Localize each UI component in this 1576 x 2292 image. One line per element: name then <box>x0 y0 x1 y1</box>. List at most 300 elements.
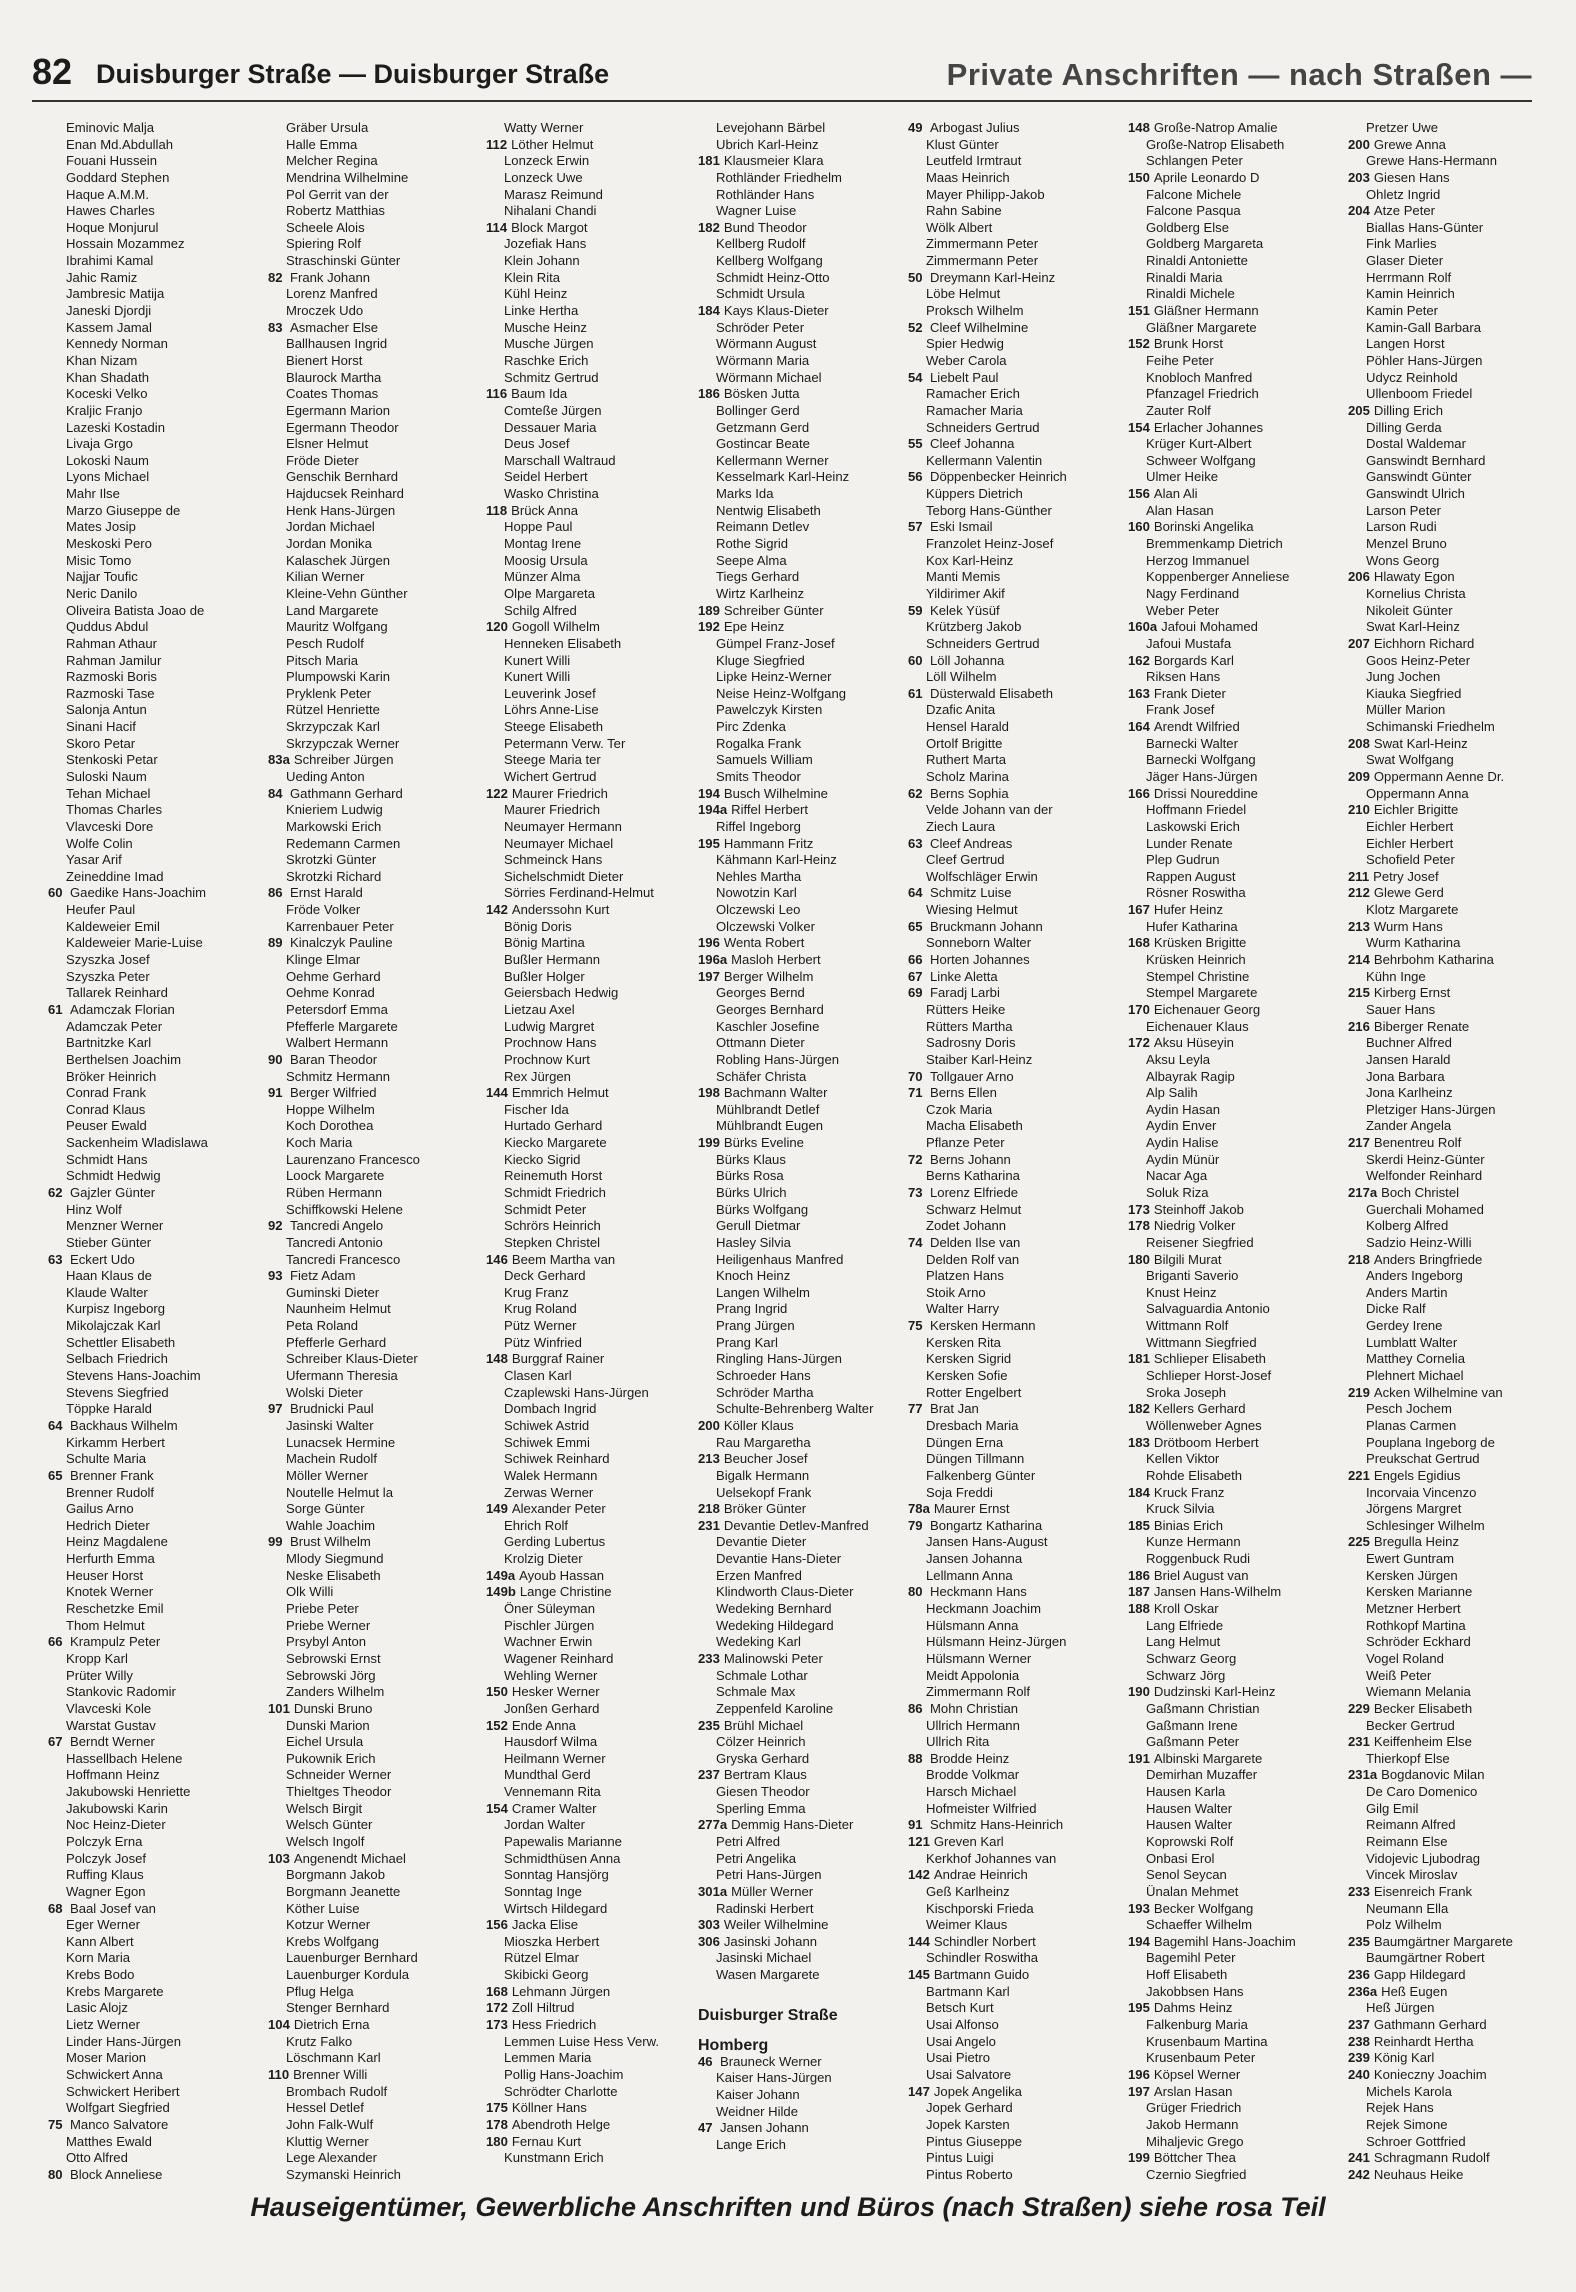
house-number: 237 <box>698 1767 720 1783</box>
directory-entry <box>908 1767 1130 1784</box>
directory-entry <box>486 1568 708 1585</box>
resident-name: Larson Rudi <box>1366 519 1437 535</box>
resident-name: Liebelt Paul <box>930 369 999 385</box>
resident-name: Ohletz Ingrid <box>1366 186 1441 202</box>
resident-name: Goldberg Margareta <box>1146 236 1264 252</box>
resident-name: Jahic Ramiz <box>66 269 138 285</box>
directory-entry <box>1348 1984 1570 2001</box>
house-number: 57 <box>908 519 923 535</box>
resident-name: Kaschler Josefine <box>716 1018 820 1034</box>
directory-entry <box>698 569 920 586</box>
resident-name: Aksu Hüseyin <box>1153 1035 1234 1051</box>
street-heading-text: Homberg <box>698 2036 769 2054</box>
directory-entry <box>486 1268 708 1285</box>
resident-name: Planas Carmen <box>1366 1417 1457 1433</box>
directory-entry <box>486 719 708 736</box>
directory-entry <box>698 752 920 769</box>
directory-entry <box>1128 985 1350 1002</box>
directory-entry <box>48 2167 270 2184</box>
house-number: 66 <box>908 952 923 968</box>
directory-entry <box>48 1252 270 1269</box>
directory-entry <box>1128 1984 1350 2001</box>
directory-entry <box>268 1069 490 1086</box>
resident-name: Schlieper Horst-Josef <box>1146 1368 1272 1384</box>
directory-entry <box>486 1252 708 1269</box>
resident-name: Kellermann Werner <box>716 452 829 468</box>
resident-name: Pütz Werner <box>504 1318 577 1334</box>
resident-name: Reschetzke Emil <box>66 1601 164 1617</box>
directory-entry <box>48 536 270 553</box>
resident-name: Krüsken Heinrich <box>1146 952 1246 968</box>
directory-entry <box>268 1534 490 1551</box>
resident-name: Hammann Fritz <box>723 835 814 851</box>
directory-entry <box>698 902 920 919</box>
resident-name: Schilg Alfred <box>504 602 577 618</box>
resident-name: Neske Elisabeth <box>286 1567 381 1583</box>
directory-entry <box>1348 469 1570 486</box>
directory-entry <box>48 852 270 869</box>
resident-name: Linke Aletta <box>930 968 998 984</box>
directory-entry <box>1128 469 1350 486</box>
directory-entry <box>486 952 708 969</box>
resident-name: Neumayer Michael <box>504 835 614 851</box>
resident-name: Gräber Ursula <box>286 120 369 135</box>
resident-name: Langen Horst <box>1366 336 1445 352</box>
resident-name: Nentwig Elisabeth <box>716 502 821 518</box>
directory-entry <box>698 236 920 253</box>
directory-entry <box>1348 1069 1570 1086</box>
directory-entry <box>1348 370 1570 387</box>
resident-name: Nihalani Chandi <box>504 203 597 219</box>
resident-name: Sroka Joseph <box>1146 1384 1227 1400</box>
resident-name: Uelsekopf Frank <box>716 1484 812 1500</box>
directory-entry <box>698 1668 920 1685</box>
directory-entry <box>1128 1335 1350 1352</box>
resident-name: Wedeking Bernhard <box>716 1601 832 1617</box>
directory-entry <box>1128 1002 1350 1019</box>
resident-name: Mihaljevic Grego <box>1146 2133 1244 2149</box>
resident-name: Benentreu Rolf <box>1373 1135 1462 1151</box>
directory-entry <box>698 1401 920 1418</box>
directory-entry <box>1348 1518 1570 1535</box>
resident-name: Thierkopf Else <box>1366 1750 1450 1766</box>
resident-name: Ibrahimi Kamal <box>66 253 154 269</box>
directory-entry <box>1348 852 1570 869</box>
resident-name: Laskowski Erich <box>1146 818 1240 834</box>
house-number: 236 <box>1348 1967 1370 1983</box>
resident-name: Thomas Charles <box>66 802 163 818</box>
directory-entry <box>268 236 490 253</box>
directory-entry <box>698 220 920 237</box>
resident-name: Salvaguardia Antonio <box>1146 1301 1270 1317</box>
directory-entry <box>486 752 708 769</box>
resident-name: Lemmen Luise Hess Verw. <box>504 2033 660 2049</box>
resident-name: Selbach Friedrich <box>66 1351 168 1367</box>
resident-name: Samuels William <box>716 752 813 768</box>
resident-name: Rappen August <box>1146 868 1236 884</box>
directory-entry <box>908 2034 1130 2051</box>
directory-entry <box>1348 1285 1570 1302</box>
resident-name: Reinemuth Horst <box>504 1168 603 1184</box>
directory-entry <box>1348 1767 1570 1784</box>
directory-entry <box>908 1435 1130 1452</box>
resident-name: Mroczek Udo <box>286 303 364 319</box>
resident-name: Devantie Dieter <box>716 1534 807 1550</box>
directory-entry <box>698 619 920 636</box>
resident-name: Genschik Bernhard <box>286 469 399 485</box>
directory-entry <box>908 653 1130 670</box>
directory-entry <box>1348 236 1570 253</box>
directory-entry <box>486 1634 708 1651</box>
directory-entry <box>1128 1801 1350 1818</box>
directory-entry <box>48 1950 270 1967</box>
directory-entry <box>48 1834 270 1851</box>
directory-entry <box>1348 1601 1570 1618</box>
directory-entry <box>1348 1418 1570 1435</box>
house-number: 60 <box>48 885 63 901</box>
street-heading <box>698 1994 920 2024</box>
directory-entry <box>908 1218 1130 1235</box>
directory-entry <box>486 519 708 536</box>
resident-name: Kolberg Alfred <box>1366 1218 1449 1234</box>
directory-entry <box>908 1734 1130 1751</box>
resident-name: Peta Roland <box>286 1318 359 1334</box>
resident-name: Franzolet Heinz-Josef <box>926 536 1054 552</box>
directory-entry <box>268 1052 490 1069</box>
resident-name: Swat Wolfgang <box>1366 752 1454 768</box>
directory-entry <box>486 469 708 486</box>
directory-entry <box>908 303 1130 320</box>
resident-name: Neumayer Hermann <box>504 818 622 834</box>
resident-name: Falcone Pasqua <box>1146 203 1241 219</box>
resident-name: Klausmeier Klara <box>723 153 824 169</box>
directory-entry <box>1348 2000 1570 2017</box>
resident-name: Biberger Renate <box>1373 1018 1470 1034</box>
resident-name: Briel August van <box>1153 1567 1249 1583</box>
directory-entry <box>486 1052 708 1069</box>
directory-entry <box>1348 1252 1570 1269</box>
directory-entry <box>1348 1002 1570 1019</box>
resident-name: Engels Egidius <box>1373 1467 1461 1483</box>
resident-name: Weiß Peter <box>1366 1667 1432 1683</box>
directory-entry <box>48 1351 270 1368</box>
house-number: 150 <box>1128 169 1150 185</box>
resident-name: Kaldeweier Emil <box>66 918 160 934</box>
directory-entry <box>268 786 490 803</box>
resident-name: Adamczak Florian <box>70 1001 175 1017</box>
house-number: 144 <box>486 1085 508 1101</box>
directory-entry <box>268 603 490 620</box>
resident-name: Jafoui Mustafa <box>1146 635 1232 651</box>
directory-entry <box>1128 1651 1350 1668</box>
directory-entry <box>1128 1135 1350 1152</box>
directory-entry <box>48 603 270 620</box>
resident-name: Wolski Dieter <box>286 1384 363 1400</box>
resident-name: Plehnert Michael <box>1366 1368 1464 1384</box>
directory-entry <box>698 919 920 936</box>
house-number: 144 <box>908 1933 930 1949</box>
resident-name: Halle Emma <box>286 136 358 152</box>
directory-entry <box>698 1235 920 1252</box>
resident-name: Haque A.M.M. <box>66 186 149 202</box>
directory-entry <box>1348 1734 1570 1751</box>
directory-entry <box>698 2087 920 2104</box>
directory-entry <box>268 752 490 769</box>
resident-name: Guerchali Mohamed <box>1366 1201 1484 1217</box>
resident-name: Fietz Adam <box>290 1268 356 1284</box>
house-number: 195 <box>698 835 720 851</box>
resident-name: Bartmann Karl <box>926 1983 1010 1999</box>
resident-name: Eichler Herbert <box>1366 818 1454 834</box>
directory-entry <box>1348 486 1570 503</box>
resident-name: Klotz Margarete <box>1366 902 1459 918</box>
house-number: 207 <box>1348 635 1370 651</box>
directory-entry <box>1348 453 1570 470</box>
resident-name: Berns Johann <box>930 1151 1011 1167</box>
directory-entry <box>48 1218 270 1235</box>
resident-name: Schmidt Ursula <box>716 286 805 302</box>
house-number: 150 <box>486 1684 508 1700</box>
resident-name: Brombach Rudolf <box>286 2083 388 2099</box>
resident-name: Klindworth Claus-Dieter <box>716 1584 854 1600</box>
resident-name: Hurtado Gerhard <box>504 1118 603 1134</box>
directory-entry <box>1128 236 1350 253</box>
resident-name: Wölk Albert <box>926 219 993 235</box>
resident-name: Aydin Enver <box>1146 1118 1217 1134</box>
directory-entry <box>486 653 708 670</box>
footer-note: Hauseigentümer, Gewerbliche Anschriften und Büros (nach Straßen) siehe rosa Teil <box>250 2192 1326 2222</box>
directory-column-5 <box>908 120 1130 2183</box>
resident-name: Glewe Gerd <box>1373 885 1444 901</box>
resident-name: Lietzau Axel <box>504 1001 575 1017</box>
directory-entry <box>486 1934 708 1951</box>
house-number: 238 <box>1348 2033 1370 2049</box>
directory-entry <box>1128 1385 1350 1402</box>
house-number: 199 <box>1128 2150 1150 2166</box>
resident-name: Wittmann Rolf <box>1146 1318 1229 1334</box>
resident-name: Eichhorn Richard <box>1373 635 1475 651</box>
resident-name: Brodde Heinz <box>930 1750 1010 1766</box>
resident-name: Henneken Elisabeth <box>504 635 622 651</box>
resident-name: Bagemihl Hans-Joachim <box>1153 1933 1296 1949</box>
resident-name: Kornelius Christa <box>1366 585 1466 601</box>
resident-name: Conrad Klaus <box>66 1101 146 1117</box>
resident-name: Jansen Harald <box>1366 1051 1451 1067</box>
directory-entry <box>1348 586 1570 603</box>
resident-name: Michels Karola <box>1366 2083 1452 2099</box>
directory-entry <box>268 1385 490 1402</box>
directory-entry <box>698 353 920 370</box>
resident-name: Köpsel Werner <box>1153 2066 1241 2082</box>
directory-entry <box>268 2067 490 2084</box>
resident-name: Pitsch Maria <box>286 652 359 668</box>
directory-entry <box>908 1102 1130 1119</box>
resident-name: Dresbach Maria <box>926 1417 1019 1433</box>
resident-name: Eichenauer Klaus <box>1146 1018 1249 1034</box>
directory-entry <box>486 1285 708 1302</box>
resident-name: Ewert Guntram <box>1366 1551 1455 1567</box>
resident-name: Acken Wilhelmine van <box>1373 1384 1503 1400</box>
directory-entry <box>698 935 920 952</box>
resident-name: Ramacher Erich <box>926 386 1020 402</box>
directory-entry <box>1348 1268 1570 1285</box>
directory-entry <box>48 1318 270 1335</box>
directory-entry <box>486 1684 708 1701</box>
directory-entry <box>486 1651 708 1668</box>
house-number: 156 <box>1128 486 1150 502</box>
directory-entry <box>698 653 920 670</box>
directory-entry <box>48 1851 270 1868</box>
directory-entry <box>486 2067 708 2084</box>
house-number: 217 <box>1348 1135 1370 1151</box>
resident-name: Rothkopf Martina <box>1366 1617 1466 1633</box>
resident-name: Zoll Hiltrud <box>511 2000 575 2016</box>
resident-name: Tehan Michael <box>66 785 151 801</box>
resident-name: Georges Bernd <box>716 985 805 1001</box>
directory-entry <box>1128 2150 1350 2167</box>
directory-entry <box>1348 2034 1570 2051</box>
directory-entry <box>698 1451 920 1468</box>
resident-name: Spiering Rolf <box>286 236 361 252</box>
directory-entry <box>1348 137 1570 154</box>
resident-name: Rinaldi Michele <box>1146 286 1235 302</box>
house-number: 80 <box>48 2166 63 2182</box>
directory-entry <box>1128 1351 1350 1368</box>
directory-entry <box>908 270 1130 287</box>
directory-entry <box>486 1834 708 1851</box>
house-number: 205 <box>1348 402 1370 418</box>
resident-name: Albayrak Ragip <box>1146 1068 1235 1084</box>
directory-entry <box>268 1318 490 1335</box>
house-number: 120 <box>486 619 508 635</box>
directory-entry <box>268 120 490 137</box>
resident-name: Schrörs Heinrich <box>504 1218 601 1234</box>
directory-entry <box>48 519 270 536</box>
resident-name: Gailus Arno <box>66 1501 134 1517</box>
resident-name: Herrmann Rolf <box>1366 269 1452 285</box>
spacer <box>698 1984 920 1994</box>
resident-name: Mikolajczak Karl <box>66 1318 161 1334</box>
resident-name: Brat Jan <box>930 1401 979 1417</box>
directory-entry <box>698 403 920 420</box>
resident-name: Buchner Alfred <box>1366 1035 1452 1051</box>
resident-name: Baum Ida <box>511 386 568 402</box>
directory-entry <box>1128 1252 1350 1269</box>
header-section-title: Private Anschriften — nach Straßen — <box>946 57 1532 92</box>
resident-name: Zodet Johann <box>926 1218 1007 1234</box>
resident-name: Ayoub Hassan <box>519 1567 605 1583</box>
directory-entry <box>698 1501 920 1518</box>
resident-name: Skoro Petar <box>66 735 136 751</box>
directory-entry <box>268 1834 490 1851</box>
directory-entry <box>486 736 708 753</box>
resident-name: Wirtsch Hildegard <box>504 1900 608 1916</box>
directory-entry <box>1128 935 1350 952</box>
resident-name: Knoch Heinz <box>716 1268 791 1284</box>
resident-name: Bruckmann Johann <box>930 918 1043 934</box>
directory-entry <box>698 869 920 886</box>
directory-entry <box>1128 719 1350 736</box>
resident-name: Wolfe Colin <box>66 835 133 851</box>
resident-name: Comteße Jürgen <box>504 402 602 418</box>
resident-name: Suloski Naum <box>66 768 147 784</box>
directory-entry <box>1128 1701 1350 1718</box>
directory-entry <box>48 1884 270 1901</box>
resident-name: Pfefferle Margarete <box>286 1018 398 1034</box>
directory-entry <box>1348 702 1570 719</box>
directory-entry <box>268 985 490 1002</box>
resident-name: Schimanski Friedhelm <box>1366 719 1495 735</box>
directory-entry <box>698 1069 920 1086</box>
resident-name: Wons Georg <box>1366 552 1440 568</box>
resident-name: Jopek Angelika <box>933 2083 1022 2099</box>
house-number: 73 <box>908 1185 923 1200</box>
directory-entry <box>1348 420 1570 437</box>
directory-entry <box>268 919 490 936</box>
directory-entry <box>268 2017 490 2034</box>
resident-name: Schweer Wolfgang <box>1146 452 1256 468</box>
resident-name: Bremmenkamp Dietrich <box>1146 536 1283 552</box>
house-number: 203 <box>1348 169 1370 185</box>
directory-entry <box>908 1135 1130 1152</box>
directory-entry <box>1128 2067 1350 2084</box>
directory-entry <box>268 636 490 653</box>
directory-entry <box>268 2167 490 2184</box>
directory-entry <box>48 1734 270 1751</box>
resident-name: Gogoll Wilhelm <box>511 619 600 635</box>
directory-entry <box>486 1218 708 1235</box>
directory-entry <box>48 1135 270 1152</box>
resident-name: Pfanzagel Friedrich <box>1146 386 1259 402</box>
directory-entry <box>908 1318 1130 1335</box>
directory-entry <box>486 1751 708 1768</box>
house-number: 97 <box>268 1401 283 1417</box>
resident-name: Köther Luise <box>286 1900 360 1916</box>
directory-entry <box>698 969 920 986</box>
directory-entry <box>1348 1651 1570 1668</box>
directory-entry <box>1348 1135 1570 1152</box>
directory-entry <box>268 270 490 287</box>
house-number: 215 <box>1348 985 1370 1001</box>
resident-name: Krutz Falko <box>286 2033 353 2049</box>
directory-entry <box>268 1601 490 1618</box>
resident-name: Tancredi Angelo <box>290 1218 384 1234</box>
house-number: 110 <box>268 2066 290 2082</box>
directory-column-1 <box>48 120 270 2183</box>
directory-entry <box>908 1917 1130 1934</box>
resident-name: Wirtz Karlheinz <box>716 585 805 601</box>
header-street-range: Duisburger Straße — Duisburger Straße <box>96 59 610 89</box>
directory-entry <box>908 752 1130 769</box>
directory-entry <box>48 802 270 819</box>
directory-entry <box>1128 636 1350 653</box>
directory-entry <box>486 386 708 403</box>
directory-entry <box>48 1301 270 1318</box>
directory-entry <box>486 1801 708 1818</box>
resident-name: Klust Günter <box>926 136 999 152</box>
resident-name: Janeski Djordji <box>66 303 152 319</box>
directory-entry <box>698 1568 920 1585</box>
resident-name: Albinski Margarete <box>1153 1750 1263 1766</box>
directory-entry <box>1348 1801 1570 1818</box>
house-number: 88 <box>908 1750 923 1766</box>
directory-entry <box>48 935 270 952</box>
resident-name: Brenner Willi <box>293 2066 368 2082</box>
directory-entry <box>486 1035 708 1052</box>
resident-name: Bregulla Heinz <box>1373 1534 1460 1550</box>
resident-name: Bartmann Guido <box>933 1967 1030 1983</box>
resident-name: Schmidt Hedwig <box>66 1168 161 1184</box>
